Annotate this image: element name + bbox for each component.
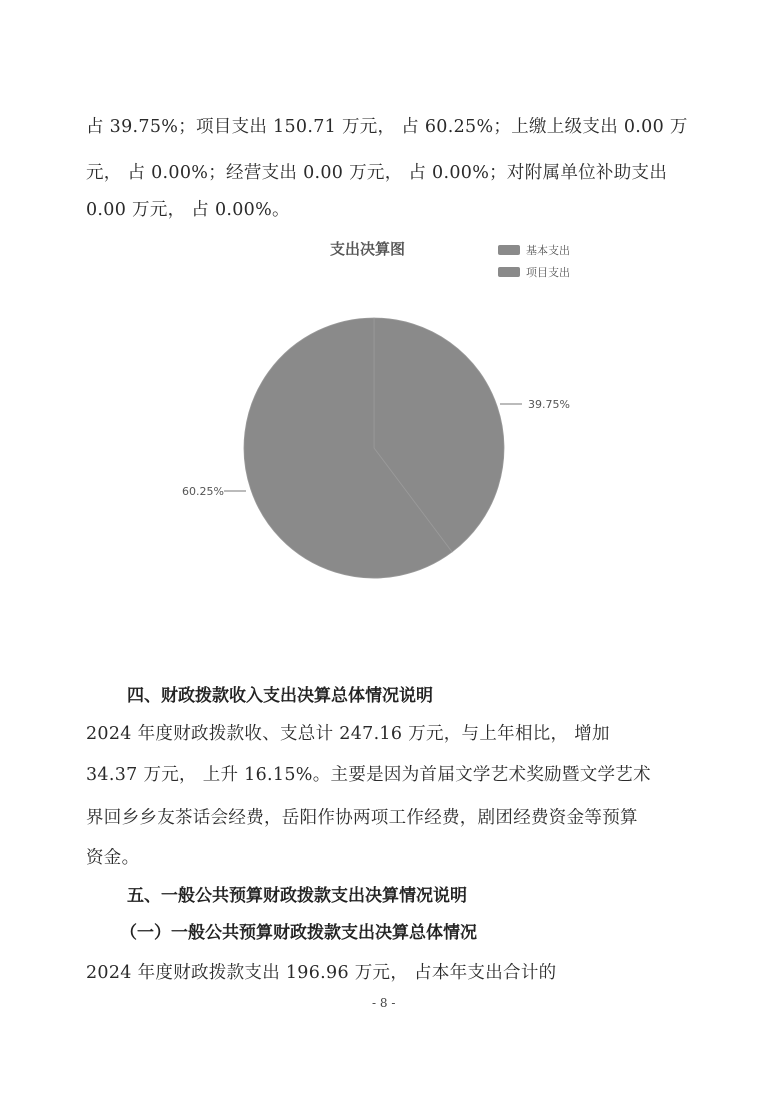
section4-line-2: 34.37 万元， 上升 16.15%。主要是因为首届文学艺术奖励暨文学艺术 — [86, 765, 651, 785]
pie-label-project: 60.25% — [182, 485, 224, 498]
body-line-1: 占 39.75%；项目支出 150.71 万元， 占 60.25%；上缴上级支出 0.00 万 — [86, 117, 688, 137]
section4-line-4: 资金。 — [86, 848, 140, 868]
legend-label-project: 项目支出 — [526, 266, 570, 279]
section4-line-3: 界回乡乡友茶话会经费，岳阳作协两项工作经费，剧团经费资金等预算 — [86, 808, 638, 828]
body-line-2: 元， 占 0.00%；经营支出 0.00 万元， 占 0.00%；对附属单位补助支出 — [86, 163, 668, 183]
body-line-3: 0.00 万元， 占 0.00%。 — [86, 200, 290, 220]
section5-heading: 五、一般公共预算财政拨款支出决算情况说明 — [127, 886, 467, 906]
section4-line-1: 2024 年度财政拨款收、支总计 247.16 万元，与上年相比， 增加 — [86, 724, 610, 744]
section5-subheading: （一）一般公共预算财政拨款支出决算总体情况 — [120, 923, 477, 943]
section5-line-1: 2024 年度财政拨款支出 196.96 万元， 占本年支出合计的 — [86, 963, 557, 983]
section4-heading: 四、财政拨款收入支出决算总体情况说明 — [127, 686, 433, 706]
pie-label-basic: 39.75% — [528, 398, 570, 411]
chart-title: 支出决算图 — [330, 240, 406, 258]
page-number: - 8 - — [372, 996, 396, 1010]
legend-label-basic: 基本支出 — [526, 244, 570, 257]
